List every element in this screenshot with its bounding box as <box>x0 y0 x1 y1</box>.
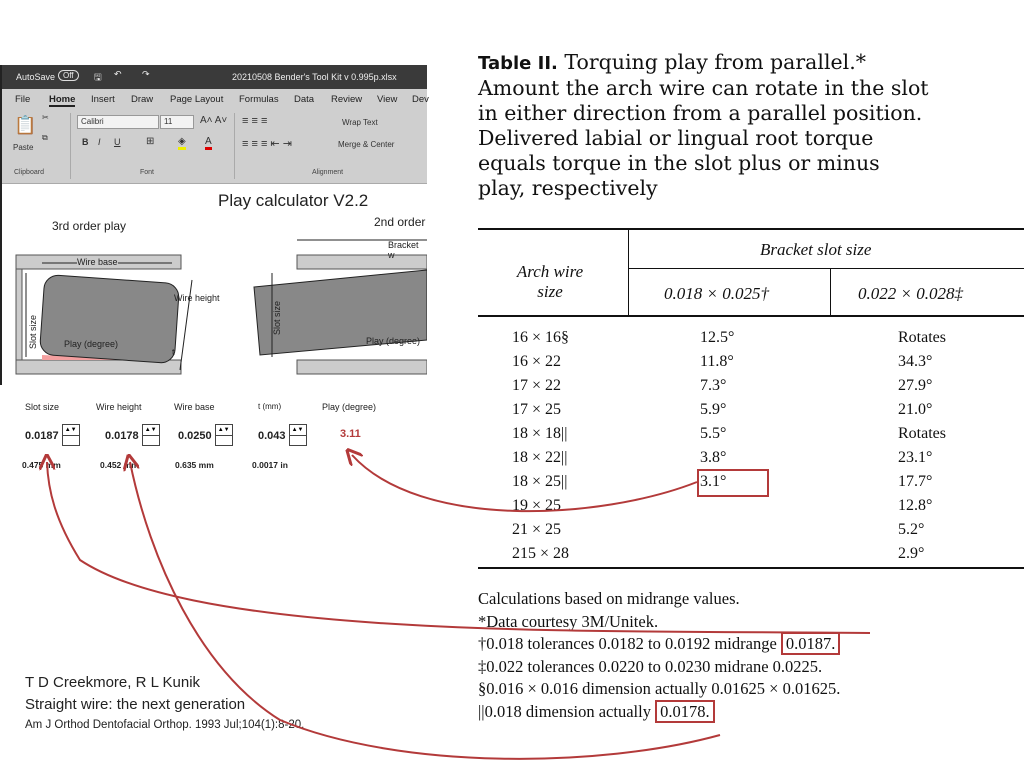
row-wire-size: 19 × 25 <box>512 497 562 514</box>
cut-icon[interactable]: ✂ <box>42 113 49 122</box>
row-play-022: 21.0° <box>898 401 933 418</box>
wire-base-value[interactable]: 0.0250 <box>178 430 212 443</box>
col-header-wire: Arch wire size <box>516 262 584 301</box>
note: *Data courtesy 3M/Unitek. <box>478 611 659 631</box>
wrap-text-button[interactable]: Wrap Text <box>342 118 378 127</box>
row-wire-size: 17 × 25 <box>512 401 562 418</box>
group-font: Font <box>140 169 155 176</box>
row-play-022: 17.7° <box>898 473 933 490</box>
tab-dev[interactable]: Dev <box>412 94 429 105</box>
tab-draw[interactable]: Draw <box>131 94 154 105</box>
col-header-018: 0.018 × 0.025† <box>664 284 769 303</box>
slot-size-field-label: Slot size <box>25 402 60 412</box>
row-play-022: 12.8° <box>898 497 933 514</box>
align-icons[interactable]: ≡ ≡ ≡ <box>242 115 268 127</box>
font-size-select[interactable]: 11 <box>160 115 194 129</box>
paste-icon[interactable]: 📋 <box>14 115 37 135</box>
table-title: Table II. <box>478 53 558 74</box>
wire-height-spinner[interactable]: ▲▼ <box>142 424 160 446</box>
tab-view[interactable]: View <box>377 94 398 105</box>
row-wire-size: 18 × 22|| <box>512 449 568 466</box>
citation-authors: T D Creekmore, R L Kunik <box>25 674 201 691</box>
grow-font-icon[interactable]: A˄ A˅ <box>200 115 228 126</box>
table-title-rest: Torquing play from parallel.* <box>557 50 866 74</box>
group-alignment: Alignment <box>312 169 344 176</box>
col-header-022: 0.022 × 0.028‡ <box>858 284 963 303</box>
row-play-018: 7.3° <box>700 377 727 394</box>
paste-button[interactable]: Paste <box>13 143 34 152</box>
t-spinner[interactable]: ▲▼ <box>289 424 307 446</box>
wire-height-label: Wire height <box>174 293 220 303</box>
wire-height-mm: 0.452 mm <box>100 460 139 470</box>
redo-icon[interactable]: ↷ <box>142 69 150 79</box>
arrow-wire-height <box>130 462 720 759</box>
row-play-018: 3.8° <box>700 449 727 466</box>
row-play-022: 2.9° <box>898 545 925 562</box>
tab-home[interactable]: Home <box>49 94 76 105</box>
note: ||0.018 dimension actually <box>478 701 656 721</box>
bold-button[interactable]: B <box>82 137 89 147</box>
row-wire-size: 16 × 16§ <box>512 329 570 346</box>
caption-line: Delivered labial or lingual root torque <box>478 126 874 150</box>
tab-insert[interactable]: Insert <box>91 94 115 105</box>
tab-data[interactable]: Data <box>294 94 315 105</box>
font-color-icon[interactable]: A <box>205 136 212 150</box>
row-play-018: 12.5° <box>700 329 735 346</box>
highlight-midrange: 0.0187. <box>781 632 841 655</box>
calculator-title: Play calculator V2.2 <box>218 191 369 210</box>
slot-size-value[interactable]: 0.0187 <box>25 430 59 443</box>
row-play-022: 27.9° <box>898 377 933 394</box>
wire-base-field-label: Wire base <box>174 402 215 412</box>
row-play-022: Rotates <box>898 425 946 442</box>
tab-review[interactable]: Review <box>331 94 363 105</box>
row-wire-size: 16 × 22 <box>512 353 562 370</box>
tab-file[interactable]: File <box>15 94 31 105</box>
caption-line: equals torque in the slot plus or minus <box>478 151 880 175</box>
row-play-018: 5.5° <box>700 425 727 442</box>
arrow-slot-size <box>47 462 870 633</box>
row-play-022: 5.2° <box>898 521 925 538</box>
play-field-label: Play (degree) <box>322 402 377 412</box>
slot-size-spinner[interactable]: ▲▼ <box>62 424 80 446</box>
caption-line: Amount the arch wire can rotate in the slot <box>478 76 929 100</box>
font-name-select[interactable]: Calibri <box>77 115 159 129</box>
row-wire-size: 18 × 18|| <box>512 425 568 442</box>
citation-journal: Am J Orthod Dentofacial Orthop. 1993 Jul;104(1):8-20. <box>25 719 305 731</box>
slot-size-mm: 0.475 mm <box>22 460 61 470</box>
row-play-018: 11.8° <box>700 353 734 370</box>
row-play-018: 5.9° <box>700 401 727 418</box>
slot-size-label: Slot size <box>28 314 39 350</box>
row-play-022: 23.1° <box>898 449 933 466</box>
row-wire-size: 17 × 22 <box>512 377 562 394</box>
note: Calculations based on midrange values. <box>478 589 740 608</box>
save-icon[interactable]: 🖫 <box>94 72 102 82</box>
wire-height-value[interactable]: 0.0178 <box>105 430 139 443</box>
t-label: t <box>172 347 175 357</box>
slot-size-label-2: Slot size <box>272 300 283 336</box>
group-clipboard: Clipboard <box>14 169 44 176</box>
note: §0.016 × 0.016 dimension actually 0.01625 × 0.01625. <box>478 679 841 698</box>
citation-title: Straight wire: the next generation <box>25 696 246 713</box>
justify-icons[interactable]: ≡ ≡ ≡ ⇤ ⇥ <box>242 138 292 150</box>
row-wire-size: 18 × 25|| <box>512 473 568 490</box>
borders-icon[interactable]: ⊞ <box>146 136 155 147</box>
note: †0.018 tolerances 0.0182 to 0.0192 midrange <box>478 634 781 653</box>
t-inches: 0.0017 in <box>252 460 288 470</box>
arrow-play <box>352 455 697 511</box>
t-field-label: t (mm) <box>258 402 282 411</box>
copy-icon[interactable]: ⧉ <box>42 133 48 142</box>
second-order-label: 2nd order <box>374 215 426 229</box>
t-value[interactable]: 0.043 <box>258 430 286 443</box>
file-name: 20210508 Bender's Tool Kit v 0.995p.xlsx <box>232 72 397 82</box>
row-play-018: 3.1° <box>700 473 727 490</box>
merge-center-button[interactable]: Merge & Center <box>338 140 395 149</box>
undo-icon[interactable]: ↶ <box>114 69 122 79</box>
wire-base-mm: 0.635 mm <box>175 460 214 470</box>
row-wire-size: 21 × 25 <box>512 521 562 538</box>
underline-button[interactable]: U <box>114 137 121 147</box>
caption-line: play, respectively <box>478 176 658 200</box>
wire-base-label: Wire base <box>77 257 118 267</box>
col-header-group: Bracket slot size <box>760 240 872 259</box>
fill-color-icon[interactable]: ◈ <box>178 136 186 150</box>
row-play-022: 34.3° <box>898 353 933 370</box>
caption-line: in either direction from a parallel position. <box>478 101 923 125</box>
row-wire-size: 215 × 28 <box>512 545 570 562</box>
third-order-label: 3rd order play <box>52 219 127 233</box>
play-label-2: Play (degree) <box>366 336 421 346</box>
play-label: Play (degree) <box>64 339 119 349</box>
highlight-dimension: 0.0178. <box>655 700 715 723</box>
autosave-toggle[interactable]: Off <box>58 70 79 81</box>
autosave-label: AutoSave <box>16 72 56 82</box>
wire-height-field-label: Wire height <box>96 402 142 412</box>
tab-page-layout[interactable]: Page Layout <box>170 94 224 105</box>
wire-base-spinner[interactable]: ▲▼ <box>215 424 233 446</box>
play-result: 3.11 <box>340 428 361 440</box>
row-play-022: Rotates <box>898 329 946 346</box>
tab-formulas[interactable]: Formulas <box>239 94 279 105</box>
bracket-label: Bracket w <box>388 240 419 260</box>
italic-button[interactable]: I <box>98 137 101 147</box>
note: ‡0.022 tolerances 0.0220 to 0.0230 midrane 0.0225. <box>478 656 823 676</box>
